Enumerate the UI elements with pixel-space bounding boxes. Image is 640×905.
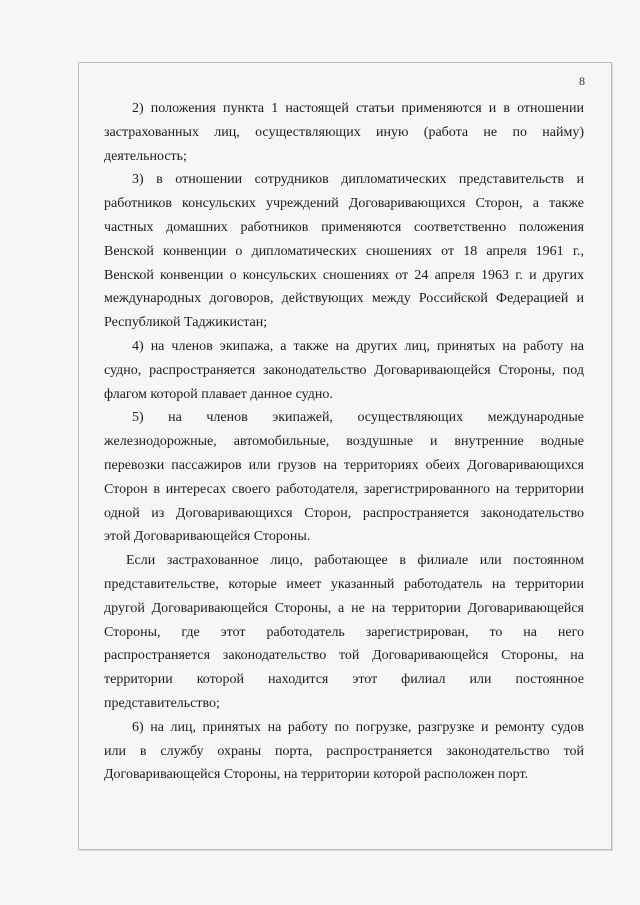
text-line: 2) положения пункта 1 настоящей статьи применяются и в отношении — [132, 101, 584, 116]
text-line: Стороны, где этот работодатель зарегистрирован, то на него — [104, 624, 584, 640]
text-line: территории которой находится этот филиал или постоянное — [104, 672, 584, 688]
text-line: 4) на членов экипажа, а также на других лиц, принятых на работу на — [132, 338, 584, 354]
text-line: международных договоров, действующих между Российской Федерацией и — [104, 291, 584, 307]
text-line: представительство; — [104, 695, 220, 711]
text-line: судно, распространяется законодательство Договаривающейся Стороны, под — [104, 362, 584, 378]
text-line: Республикой Таджикистан; — [104, 315, 268, 331]
text-line: или в службу охраны порта, распространяется законодательство той — [104, 743, 584, 759]
page-number: 8 — [579, 74, 585, 88]
text-line: Если застрахованное лицо, работающее в филиале или постоянном — [126, 553, 584, 569]
text-line: Венской конвенции о консульских сношениях от 24 апреля 1963 г. и других — [104, 267, 584, 283]
text-line: частных домашних работников применяются соответственно положения — [104, 219, 584, 235]
text-line: этой Договаривающейся Стороны. — [104, 529, 311, 545]
text-line: Венской конвенции о дипломатических сношениях от 18 апреля 1961 г., — [104, 243, 584, 259]
text-line: железнодорожные, автомобильные, воздушные и внутренние водные — [104, 434, 584, 450]
text-line: застрахованных лиц, осуществляющих иную (работа не по найму) — [104, 124, 584, 140]
text-line: Сторон в интересах своего работодателя, зарегистрированного на территории — [104, 481, 584, 497]
document-body — [104, 97, 584, 787]
text-line: одной из Договаривающихся Сторон, распространяется законодательство — [104, 505, 584, 521]
text-line: перевозки пассажиров или грузов на территориях обеих Договаривающихся — [104, 457, 584, 473]
text-line: представительстве, которые имеет указанный работодатель на территории — [104, 576, 584, 592]
text-line: флагом которой плавает данное судно. — [104, 386, 333, 402]
text-line: 6) на лиц, принятых на работу по погрузке, разгрузке и ремонту судов — [132, 719, 584, 735]
text-line: другой Договаривающейся Стороны, а не на территории Договаривающейся — [104, 600, 584, 616]
text-line: работников консульских учреждений Договаривающихся Сторон, а также — [104, 196, 584, 212]
text-line: Договаривающейся Стороны, на территории которой расположен порт. — [104, 767, 529, 783]
text-line: 3) в отношении сотрудников дипломатических представительств и — [132, 172, 584, 188]
text-line: деятельность; — [104, 148, 187, 164]
text-line: распространяется законодательство той Договаривающейся Стороны, на — [104, 648, 584, 664]
text-line: 5) на членов экипажей, осуществляющих международные — [132, 410, 584, 426]
